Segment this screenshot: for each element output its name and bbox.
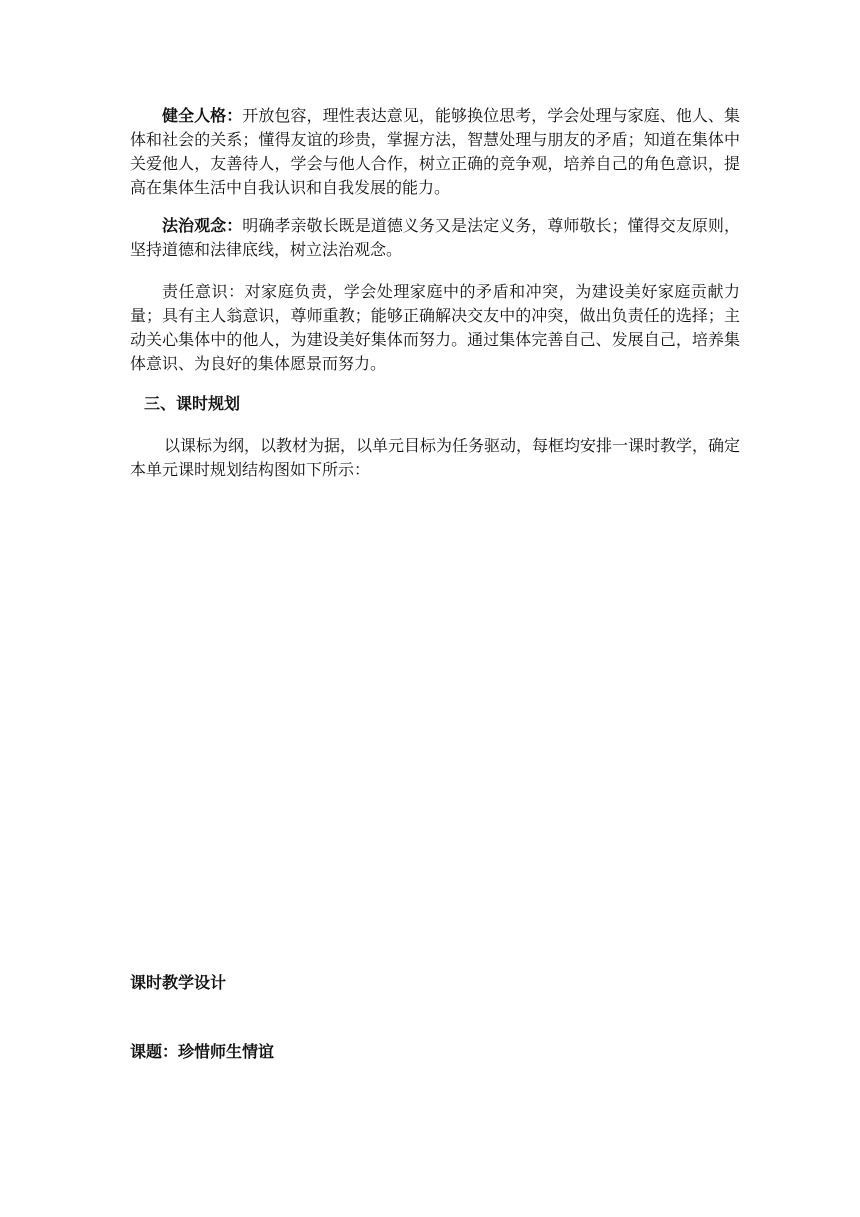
responsibility-paragraph [130, 280, 740, 376]
structure-diagram-area [130, 490, 740, 950]
section-heading-3: 三、课时规划 [144, 394, 241, 413]
planning-paragraph: 以课标为纲，以教材为据，以单元目标为任务驱动，每框均安排一课时教学，确定本单元课时规划结构图如下所示： [130, 436, 741, 479]
personality-paragraph [130, 104, 740, 200]
topic-heading: 课题：珍惜师生情谊 [130, 1042, 275, 1061]
rule-of-law-text: 明确孝亲敬长既是道德义务又是法定义务，尊师敬长；懂得交友原则，坚持道德和法律底线，树立法治观念。 [130, 216, 740, 259]
rule-of-law-paragraph [130, 214, 740, 262]
design-heading: 课时教学设计 [130, 973, 227, 992]
personality-label: 健全人格： [162, 106, 243, 125]
personality-text: 开放包容，理性表达意见，能够换位思考，学会处理与家庭、他人、集体和社会的关系；懂得友谊的珍贵，掌握方法，智慧处理与朋友的矛盾；知道在集体中关爱他人，友善待人，学会与他人合作，树立正确的竞争观，培养自己的角色意识，提高在集体生活中自我认识和自我发展的能力。 [130, 106, 740, 197]
rule-of-law-label: 法治观念： [162, 216, 243, 235]
responsibility-text: 责任意识：对家庭负责，学会处理家庭中的矛盾和冲突，为建设美好家庭贡献力量；具有主人翁意识，尊师重教；能够正确解决交友中的冲突，做出负责任的选择；主动关心集体中的他人，为建设美好集体而努力。通过集体完善自己、发展自己，培养集体意识、为良好的集体愿景而努力。 [130, 282, 740, 373]
